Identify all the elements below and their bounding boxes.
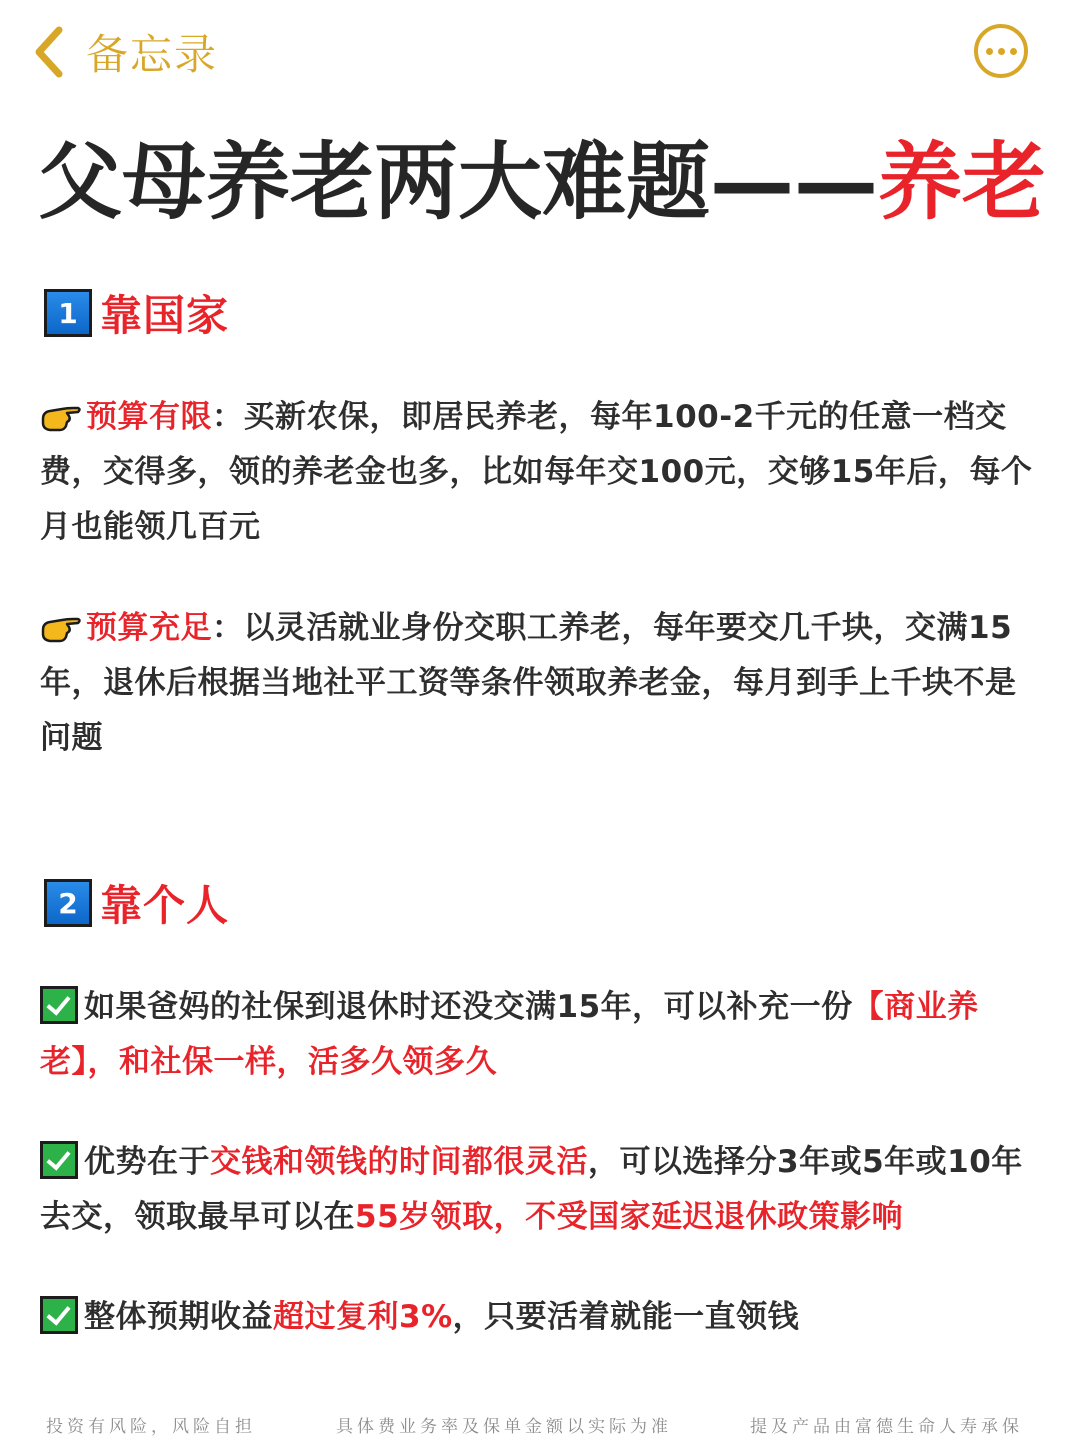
back-label: 备忘录 — [86, 30, 219, 79]
more-options-button[interactable] — [974, 24, 1028, 78]
more-dot-icon — [986, 48, 993, 55]
paragraph-text: ，只要活着就能一直领钱 — [452, 1299, 800, 1335]
highlight-text: 交钱和领钱的时间都很灵活 — [210, 1144, 588, 1180]
paragraph-text: 整体预期收益 — [84, 1299, 273, 1335]
section-heading-2 — [44, 876, 229, 930]
page-title — [38, 132, 1058, 232]
chevron-left-icon — [32, 24, 66, 80]
check-icon — [40, 986, 78, 1024]
more-dot-icon — [1010, 48, 1017, 55]
label-separator: ： — [212, 399, 244, 435]
paragraph-text: 买新农保，即居民养老，每年100-2千元的任意一档交费，交得多，领的养老金也多，比如每年交100元，交够15年后，每个月也能领几百元 — [40, 399, 1033, 545]
budget-label: 预算有限 — [86, 399, 212, 435]
section-title: 靠个人 — [100, 881, 230, 930]
number-badge: 1 — [44, 289, 92, 337]
pointing-hand-icon — [40, 399, 82, 435]
paragraph-text: 以灵活就业身份交职工养老，每年要交几千块，交满15年，退休后根据当地社平工资等条件领取养老金，每月到手上千块不是问题 — [40, 610, 1017, 756]
paragraph-text: 优势在于 — [84, 1144, 210, 1180]
paragraph-supplement — [40, 980, 1045, 1090]
paragraph-text: ，可以选择分3年或5年或10年去交，领取最早可以在 — [40, 1144, 1023, 1235]
paragraph-returns — [40, 1290, 1045, 1345]
paragraph-budget-limited — [40, 390, 1045, 555]
pointing-hand-icon — [40, 610, 82, 646]
highlight-text: 超过复利3% — [273, 1299, 453, 1335]
footer-right: 提及产品由富德生命人寿承保 — [750, 1417, 1023, 1437]
nav-bar — [0, 0, 1080, 105]
highlight-text: 【商业养老】，和社保一样，活多久领多久 — [40, 989, 979, 1080]
label-separator: ： — [212, 610, 244, 646]
highlight-text: 55岁领取，不受国家延迟退休政策影响 — [355, 1199, 904, 1235]
footer-left: 投资有风险，风险自担 — [46, 1417, 256, 1437]
paragraph-advantage — [40, 1135, 1045, 1245]
more-dot-icon — [998, 48, 1005, 55]
title-main: 父母养老两大难题—— — [38, 133, 879, 231]
footer-center: 具体费业务率及保单金额以实际为准 — [336, 1417, 672, 1437]
paragraph-budget-sufficient — [40, 601, 1045, 766]
section-title: 靠国家 — [100, 291, 230, 340]
back-button[interactable] — [32, 22, 218, 82]
number-badge: 2 — [44, 879, 92, 927]
title-highlight: 养老 — [878, 133, 1047, 231]
section-heading-1 — [44, 286, 229, 340]
budget-label: 预算充足 — [86, 610, 212, 646]
check-icon — [40, 1141, 78, 1179]
paragraph-text: 如果爸妈的社保到退休时还没交满15年，可以补充一份 — [84, 989, 853, 1025]
check-icon — [40, 1296, 78, 1334]
